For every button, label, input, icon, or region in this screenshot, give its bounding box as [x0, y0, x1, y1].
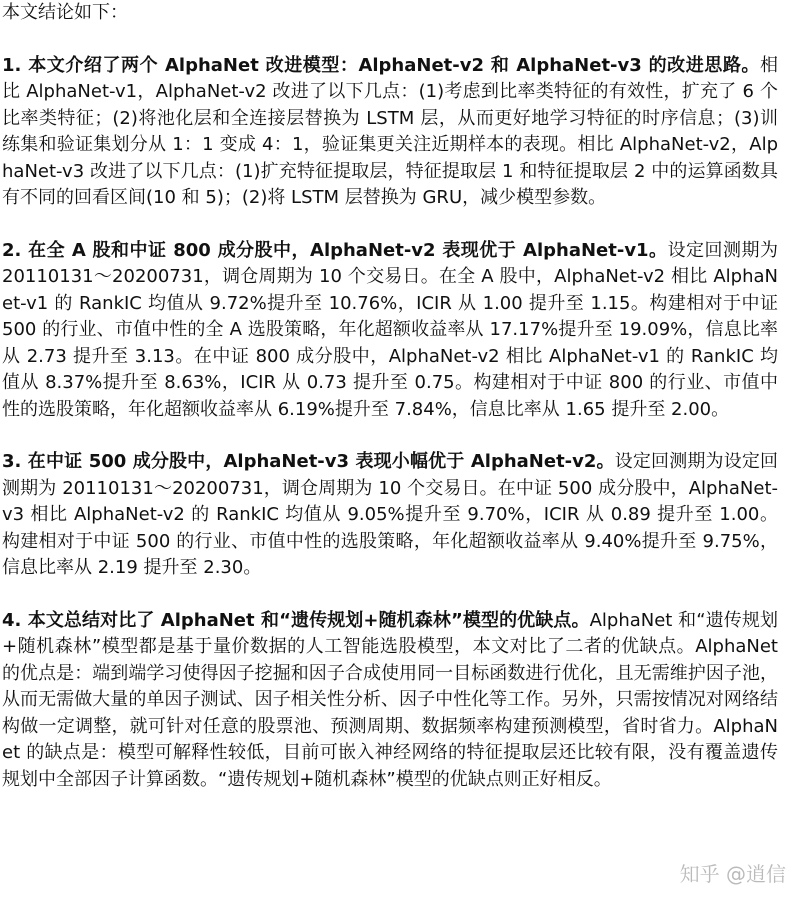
paragraph-lead: 2. 在全 A 股和中证 800 成分股中，AlphaNet-v2 表现优于 AlphaNet-v1。 — [2, 239, 668, 261]
intro-line: 本文结论如下： — [2, 2, 128, 23]
zhihu-watermark: 知乎 @逍信 — [679, 862, 786, 886]
paragraph-body: 设定回测期为设定回测期为 20110131～20200731，调仓周期为 10 个交易日。在中证 500 成分股中，AlphaNet-v3 相比 AlphaNet-v2 的 RankIC 均值从 9.05%提升至 9.70%，ICIR 从 0.89 提升至 1.00。构建相对于中证 500 的行业、市值中性的选股策略，年化超额收益率从 9.40%提升至 9.75%，信息比率从 2.19 提升至 2.30。 — [2, 451, 779, 578]
conclusion-paragraph-1 — [2, 53, 778, 212]
conclusion-paragraph-4 — [2, 608, 778, 794]
paragraph-lead: 3. 在中证 500 成分股中，AlphaNet-v3 表现小幅优于 AlphaNet-v2。 — [2, 451, 615, 472]
document-body — [2, 0, 778, 793]
conclusion-paragraph-3 — [2, 449, 778, 582]
paragraph-lead: 4. 本文总结对比了 AlphaNet 和“遗传规划+随机森林”模型的优缺点。 — [2, 609, 590, 631]
paragraph-body: AlphaNet 和“遗传规划+随机森林”模型都是基于量价数据的人工智能选股模型，本文对比了二者的优缺点。AlphaNet 的优点是：端到端学习使得因子挖掘和因子合成使用同一目标函数进行优化，且无需维护因子池，从而无需做大量的单因子测试、因子相关性分析、因子中性化等工作。另外，只需按情况对网络结构做一定调整，就可针对任意的股票池、预测周期、数据频率构建预测模型，省时省力。AlphaNet 的缺点是：模型可解释性较低，目前可嵌入神经网络的特征提取层还比较有限，没有覆盖遗传规划中全部因子计算函数。“遗传规划+随机森林”模型的优缺点则正好相反。 — [2, 609, 778, 790]
paragraph-body: 相比 AlphaNet-v1，AlphaNet-v2 改进了以下几点：(1)考虑到比率类特征的有效性，扩充了 6 个比率类特征；(2)将池化层和全连接层替换为 LSTM 层，从而更好地学习特征的时序信息；(3)训练集和验证集划分从 1：1 变成 4：1，验证集更关注近期样本的表现。相比 AlphaNet-v2，AlphaNet-v3 改进了以下几点：(1)扩充特征提取层，特征提取层 1 和特征提取层 2 中的运算函数具有不同的回看区间(10 和 5)；(2)将 LSTM 层替换为 GRU，减少模型参数。 — [2, 54, 778, 208]
conclusion-paragraph-2 — [2, 238, 778, 424]
paragraph-lead: 1. 本文介绍了两个 AlphaNet 改进模型：AlphaNet-v2 和 AlphaNet-v3 的改进思路。 — [2, 54, 760, 76]
paragraph-body: 设定回测期为 20110131～20200731，调仓周期为 10 个交易日。在全 A 股中，AlphaNet-v2 相比 AlphaNet-v1 的 RankIC 均值从 9.72%提升至 10.76%，ICIR 从 1.00 提升至 1.15。构建相对于中证 500 的行业、市值中性的全 A 选股策略，年化超额收益率从 17.17%提升至 19.09%，信息比率从 2.73 提升至 3.13。在中证 800 成分股中，AlphaNet-v2 相比 AlphaNet-v1 的 RankIC 均值从 8.37%提升至 8.63%，ICIR 从 0.73 提升至 0.75。构建相对于中证 800 的行业、市值中性的选股策略，年化超额收益率从 6.19%提升至 7.84%，信息比率从 1.65 提升至 2.00。 — [2, 239, 779, 420]
